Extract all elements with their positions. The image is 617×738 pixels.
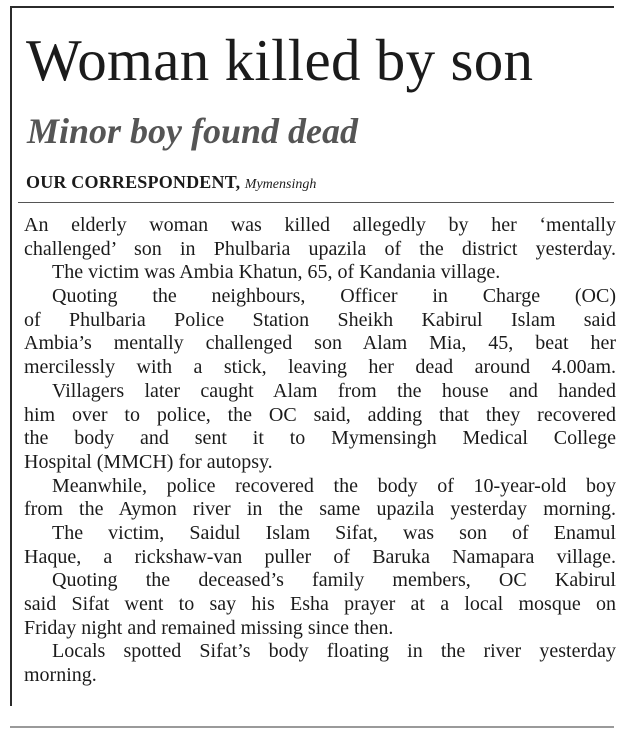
- headline: Woman killed by son: [26, 27, 534, 93]
- body-line: The victim, Saidul Islam Sifat, was son of Enamul: [52, 521, 616, 544]
- body-line: Villagers later caught Alam from the house and handed: [52, 379, 616, 402]
- body-line: The victim was Ambia Khatun, 65, of Kandania village.: [52, 261, 501, 284]
- body-line: Meanwhile, police recovered the body of 10-year-old boy: [52, 474, 616, 497]
- body-line: of Phulbaria Police Station Sheikh Kabirul Islam said: [24, 308, 616, 331]
- body-line: from the Aymon river in the same upazila yesterday morning.: [24, 498, 616, 521]
- article-body: [24, 214, 616, 688]
- byline: [26, 170, 316, 197]
- body-line: Hospital (MMCH) for autopsy.: [24, 450, 273, 473]
- byline-location: Mymensingh: [244, 177, 317, 192]
- body-line: challenged’ son in Phulbaria upazila of the district yesterday.: [24, 237, 616, 260]
- body-line: Locals spotted Sifat’s body floating in the river yesterday: [52, 640, 616, 663]
- body-line: morning.: [24, 664, 97, 687]
- body-line: mercilessly with a stick, leaving her dead around 4.00am.: [24, 356, 616, 379]
- left-border-rule: [10, 6, 12, 706]
- body-line: Haque, a rickshaw-van puller of Baruka Namapara village.: [24, 545, 616, 568]
- body-line: him over to police, the OC said, adding that they recovered: [24, 403, 616, 426]
- body-line: said Sifat went to say his Esha prayer at a local mosque on: [24, 593, 616, 615]
- body-line: Ambia’s mentally challenged son Alam Mia, 45, beat her: [24, 332, 616, 355]
- bottom-border-rule: [10, 726, 614, 728]
- byline-author: OUR CORRESPONDENT,: [26, 172, 241, 192]
- body-line: An elderly woman was killed allegedly by her ‘mentally: [24, 214, 616, 236]
- body-line: Friday night and remained missing since then.: [24, 616, 394, 639]
- body-line: Quoting the neighbours, Officer in Charge (OC): [52, 285, 616, 308]
- byline-divider: [18, 202, 614, 203]
- body-line: the body and sent it to Mymensingh Medical College: [24, 427, 616, 450]
- subheadline: Minor boy found dead: [27, 111, 359, 151]
- body-line: Quoting the deceased’s family members, OC Kabirul: [52, 569, 616, 592]
- top-border-rule: [10, 6, 614, 8]
